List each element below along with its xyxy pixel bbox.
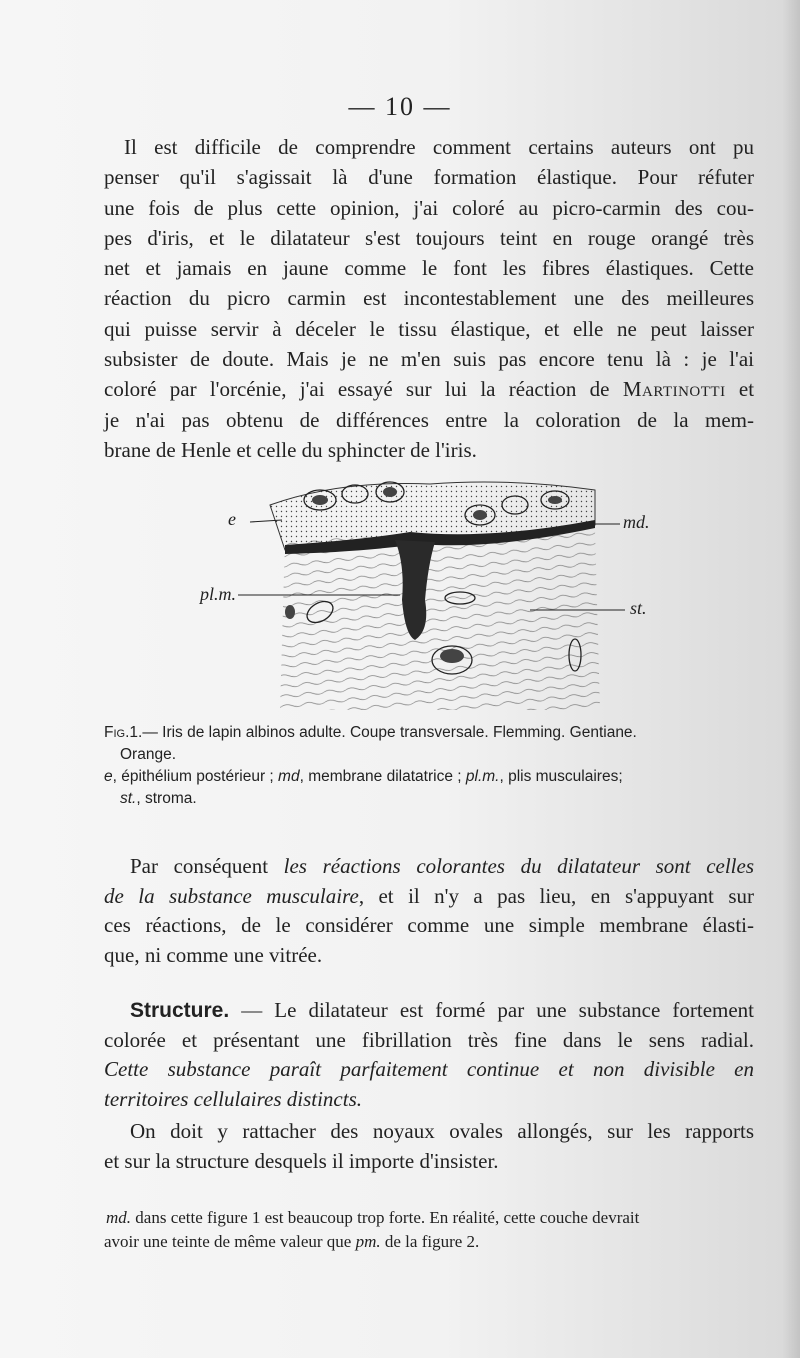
paragraph-1	[104, 132, 754, 465]
text-line: réaction du picro carmin est incontestablement une des meilleures	[104, 286, 754, 311]
caption-text: — Iris de lapin albinos adulte. Coupe transversale. Flemming. Gentiane.	[142, 724, 637, 741]
text-line: qui puisse servir à déceler le tissu élastique, et elle ne peut laisser	[104, 316, 754, 341]
text-line: On doit y rattacher des noyaux ovales allongés, sur les rapports	[130, 1119, 754, 1143]
caption-text: , membrane dilatatrice ;	[299, 768, 462, 785]
paragraph-structure	[104, 996, 754, 1114]
text-line: subsister de doute. Mais je ne m'en suis pas encore tenu là : je l'ai	[104, 347, 754, 372]
text-line	[104, 852, 754, 882]
italic-fragment: territoires cellulaires distincts.	[104, 1086, 363, 1111]
text-line: une fois de plus cette opinion, j'ai coloré au picro-carmin des cou-	[104, 195, 754, 220]
italic-fragment: les réactions colorantes du dilatateur sont celles	[283, 854, 754, 878]
text-line: net et jamais en jaune comme le font les fibres élastiques. Cette	[104, 256, 754, 281]
text-line: Il est difficile de comprendre comment certains auteurs ont pu	[124, 135, 754, 159]
footnote-line	[104, 1230, 754, 1254]
text-line: ces réactions, de le considérer comme une simple membrane élasti-	[104, 913, 754, 937]
text-line: je n'ai pas obtenu de différences entre la coloration de la mem-	[104, 407, 754, 432]
label-st: st.	[630, 598, 647, 618]
text-fragment: coloré par l'orcénie, j'ai essayé sur lui la réaction de	[104, 377, 610, 402]
caption-abbr: md	[278, 768, 300, 785]
caption-abbr: st.	[120, 790, 137, 807]
text-line	[104, 996, 754, 1026]
footnote	[104, 1206, 754, 1254]
label-e: e	[228, 509, 236, 529]
footnote-line	[104, 1206, 754, 1230]
label-md: md.	[623, 512, 650, 532]
text-line: brane de Henle et celle du sphincter de l'iris.	[104, 437, 477, 462]
page-edge-shadow	[782, 0, 800, 1358]
text-fragment: — Le dilatateur est formé par une substance fortement	[241, 998, 754, 1022]
text-line	[104, 1055, 754, 1085]
caption-abbr: e	[104, 768, 113, 785]
caption-text: , plis musculaires;	[499, 768, 623, 785]
section-heading: Structure.	[130, 999, 230, 1022]
paragraph-2	[104, 852, 754, 970]
figure-number: Fig.1.	[104, 724, 143, 741]
footnote-abbr: pm.	[355, 1232, 381, 1251]
caption-text: , épithélium postérieur ;	[112, 768, 274, 785]
text-line	[104, 882, 754, 912]
figure-illustration	[190, 470, 670, 720]
text-line: penser qu'il s'agissait là d'une formation élastique. Pour réfuter	[104, 165, 754, 190]
label-plm: pl.m.	[200, 584, 236, 604]
text-line	[104, 374, 754, 404]
page-number: — 10 —	[348, 92, 452, 121]
caption-line	[104, 766, 754, 788]
text-line	[104, 1085, 754, 1115]
italic-fragment: Cette substance paraît parfaitement continue et non divisible en	[104, 1057, 754, 1081]
text-line: colorée et présentant une fibrillation très fine dans le sens radial.	[104, 1027, 754, 1052]
footnote-abbr: md.	[106, 1208, 132, 1227]
footnote-text: de la figure 2.	[384, 1232, 480, 1251]
paragraph-4	[104, 1117, 754, 1176]
histology-figure	[190, 470, 670, 720]
text-line: et sur la structure desquels il importe d'insister.	[104, 1148, 499, 1173]
text-fragment: , et il n'y a pas lieu, en s'appuyant sur	[358, 883, 754, 908]
text-line: que, ni comme une vitrée.	[104, 942, 323, 967]
caption-line	[104, 722, 754, 744]
author-name: Martinotti	[622, 377, 726, 402]
italic-fragment: de la substance musculaire	[104, 883, 359, 908]
footnote-text: avoir une teinte de même valeur que	[104, 1232, 352, 1251]
caption-line: Orange.	[120, 746, 177, 763]
caption-abbr: pl.m.	[465, 768, 500, 785]
text-fragment: Par conséquent	[130, 854, 269, 878]
caption-text: , stroma.	[136, 790, 197, 807]
footnote-text: dans cette figure 1 est beaucoup trop forte. En réalité, cette couche devrait	[135, 1208, 640, 1227]
text-line: pes d'iris, et le dilatateur s'est toujours teint en rouge orangé très	[104, 225, 754, 250]
caption-line	[104, 788, 754, 810]
text-fragment: et	[738, 377, 755, 402]
figure-caption	[104, 722, 754, 810]
